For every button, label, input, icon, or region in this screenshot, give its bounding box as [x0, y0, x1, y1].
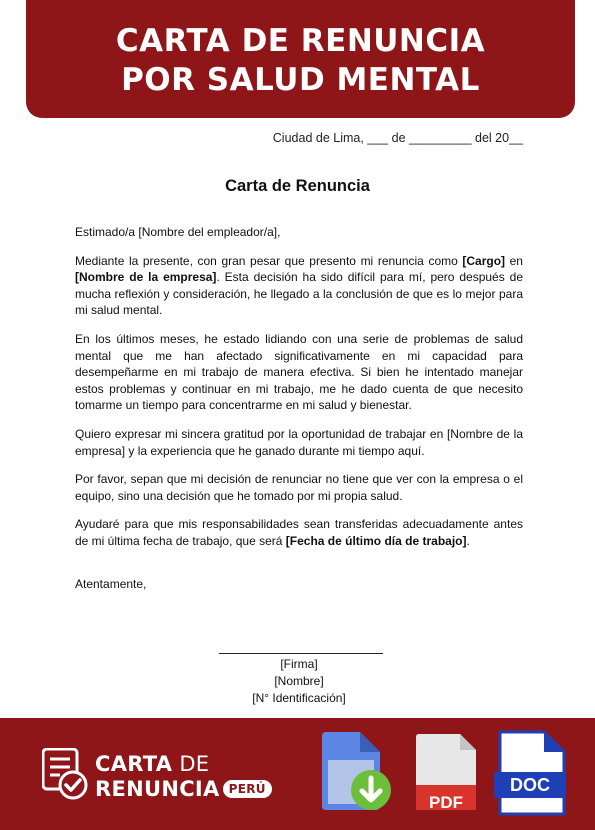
letter-paragraph-5 [75, 516, 523, 549]
paragraph-text: . Esta decisión ha sido difícil para mí, pero después de mucha reflexión y consideración, he llegado a la conclusión de que es lo mejor para mi salud mental. [75, 270, 523, 318]
logo-badge-peru: PERÚ [223, 780, 272, 798]
logo-word-renuncia: RENUNCIA [95, 777, 220, 801]
document-title: Carta de Renuncia [225, 177, 370, 195]
doc-label: DOC [494, 772, 566, 798]
download-file-icon[interactable] [318, 730, 396, 817]
signature-firma: [Firma] [280, 657, 318, 671]
document-date-line: Ciudad de Lima, ___ de _________ del 20__ [272, 131, 523, 145]
letter-paragraph-2: En los últimos meses, he estado lidiando con una serie de problemas de salud mental que me han afectado significativamente en mi capacidad para desempeñarme en mi trabajo de manera efectiva. Si bien he intentado manejar estos problemas y continuar en mi trabajo, me he dado cuenta de que necesito tomarme un tiempo para concentrarme en mi salud y bienestar. [75, 331, 523, 413]
logo-word-de: DE [172, 752, 210, 776]
page-title-line-2: POR SALUD MENTAL [121, 62, 480, 98]
letter-greeting: Estimado/a [Nombre del empleador/a], [75, 225, 281, 239]
letter-body [75, 224, 523, 562]
pdf-label: PDF [429, 793, 463, 812]
signature-identificacion: [N° Identificación] [252, 691, 346, 705]
letter-closing: Atentamente, [75, 577, 147, 591]
paragraph-text: Mediante la presente, con gran pesar que presento mi renuncia como [75, 253, 463, 268]
paragraph-text: Ayudaré para que mis responsabilidades sean transferidas adecuadamente antes de mi última fecha de trabajo, que será [75, 517, 523, 548]
letter-paragraph-3: Quiero expresar mi sincera gratitud por la oportunidad de trabajar en [Nombre de la empresa] y la experiencia que he ganado durante mi tiempo aquí. [75, 426, 523, 458]
page-title-line-1: CARTA DE RENUNCIA [115, 23, 486, 59]
signature-block [199, 656, 399, 707]
document-check-icon [42, 748, 88, 805]
empresa-placeholder: [Nombre de la empresa] [75, 270, 217, 285]
paragraph-text: . [466, 533, 470, 548]
footer-banner [0, 718, 595, 830]
fecha-placeholder: [Fecha de último día de trabajo] [285, 533, 467, 548]
page-header-banner [26, 0, 575, 118]
signature-nombre: [Nombre] [274, 674, 324, 688]
page-title [26, 22, 575, 100]
cargo-placeholder: [Cargo] [462, 253, 506, 268]
letter-paragraph-4: Por favor, sepan que mi decisión de renunciar no tiene que ver con la empresa o el equipo, sino una decisión que he tomado por mi propia salud. [75, 472, 523, 503]
signature-line [219, 653, 383, 654]
logo-word-carta: CARTA [95, 752, 173, 776]
letter-paragraph-1 [75, 253, 523, 319]
paragraph-text: en [505, 253, 523, 268]
brand-logo-text [95, 752, 272, 802]
